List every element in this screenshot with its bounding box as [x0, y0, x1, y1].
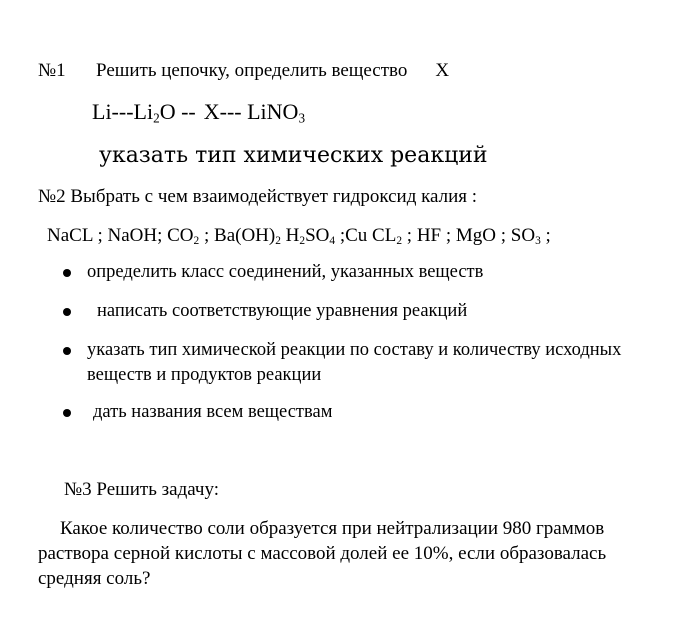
bullet-dot-icon — [63, 308, 71, 316]
task2-heading: №2 Выбрать с чем взаимодействует гидроксид калия : — [38, 186, 478, 207]
substance-part: H — [285, 225, 300, 246]
substance-list — [47, 226, 551, 245]
substance-part: ; — [199, 225, 210, 246]
task3-problem: Какое количество соли образуется при нейтрализации 980 граммов раствора серной кислоты с массовой долей ее 10%, если образовалась средняя соль? — [38, 518, 607, 589]
substance-subscript: 2 — [396, 234, 403, 247]
chain-x-lino: X--- LiNO — [203, 99, 299, 124]
task3-heading: №3 Решить задачу: — [64, 479, 220, 500]
bullet-dot-icon — [63, 269, 71, 277]
substance-part: ; HF ; MgO ; SO — [402, 225, 536, 246]
reaction-chain — [92, 99, 306, 126]
chain-li2o-o: O -- — [159, 99, 196, 124]
bullet-text: указать тип химической реакции по составу и количеству исходных веществ и продуктов реакции — [87, 340, 622, 385]
task1-number: №1 — [38, 60, 66, 81]
task1-text: Решить цепочку, определить вещество — [96, 60, 408, 81]
substance-part: NaCL ; NaOH; CO — [47, 225, 194, 246]
substance-part: SO — [305, 225, 330, 246]
substance-subscript: 3 — [535, 234, 541, 247]
substance-subscript: 4 — [329, 234, 336, 247]
substance-part: Ba(OH) — [214, 225, 276, 246]
chain-li2o-subscript: 2 — [153, 110, 160, 126]
bullet-text: написать соответствующие уравнения реакций — [97, 301, 468, 321]
bullet-item — [63, 260, 623, 285]
bullet-dot-icon — [63, 409, 71, 417]
substance-part: ;Cu CL — [335, 225, 397, 246]
bullet-text: дать названия всем веществам — [93, 402, 333, 422]
bullet-item — [63, 299, 623, 324]
bullet-item — [63, 338, 623, 388]
chain-lino3-subscript: 3 — [298, 110, 306, 126]
substance-subscript: 2 — [275, 234, 281, 247]
task1-variable: X — [435, 60, 450, 81]
chain-li: Li---Li — [92, 99, 154, 124]
task1-heading — [38, 61, 449, 80]
substance-subscript: 2 — [193, 234, 200, 247]
substance-subscript: 2 — [299, 234, 306, 247]
bullet-item — [63, 400, 623, 425]
bullet-text: определить класс соединений, указанных веществ — [87, 262, 484, 282]
substance-part: ; — [540, 225, 551, 246]
bullet-dot-icon — [63, 347, 71, 355]
task1-subtask: указать тип химических реакций — [99, 143, 488, 168]
